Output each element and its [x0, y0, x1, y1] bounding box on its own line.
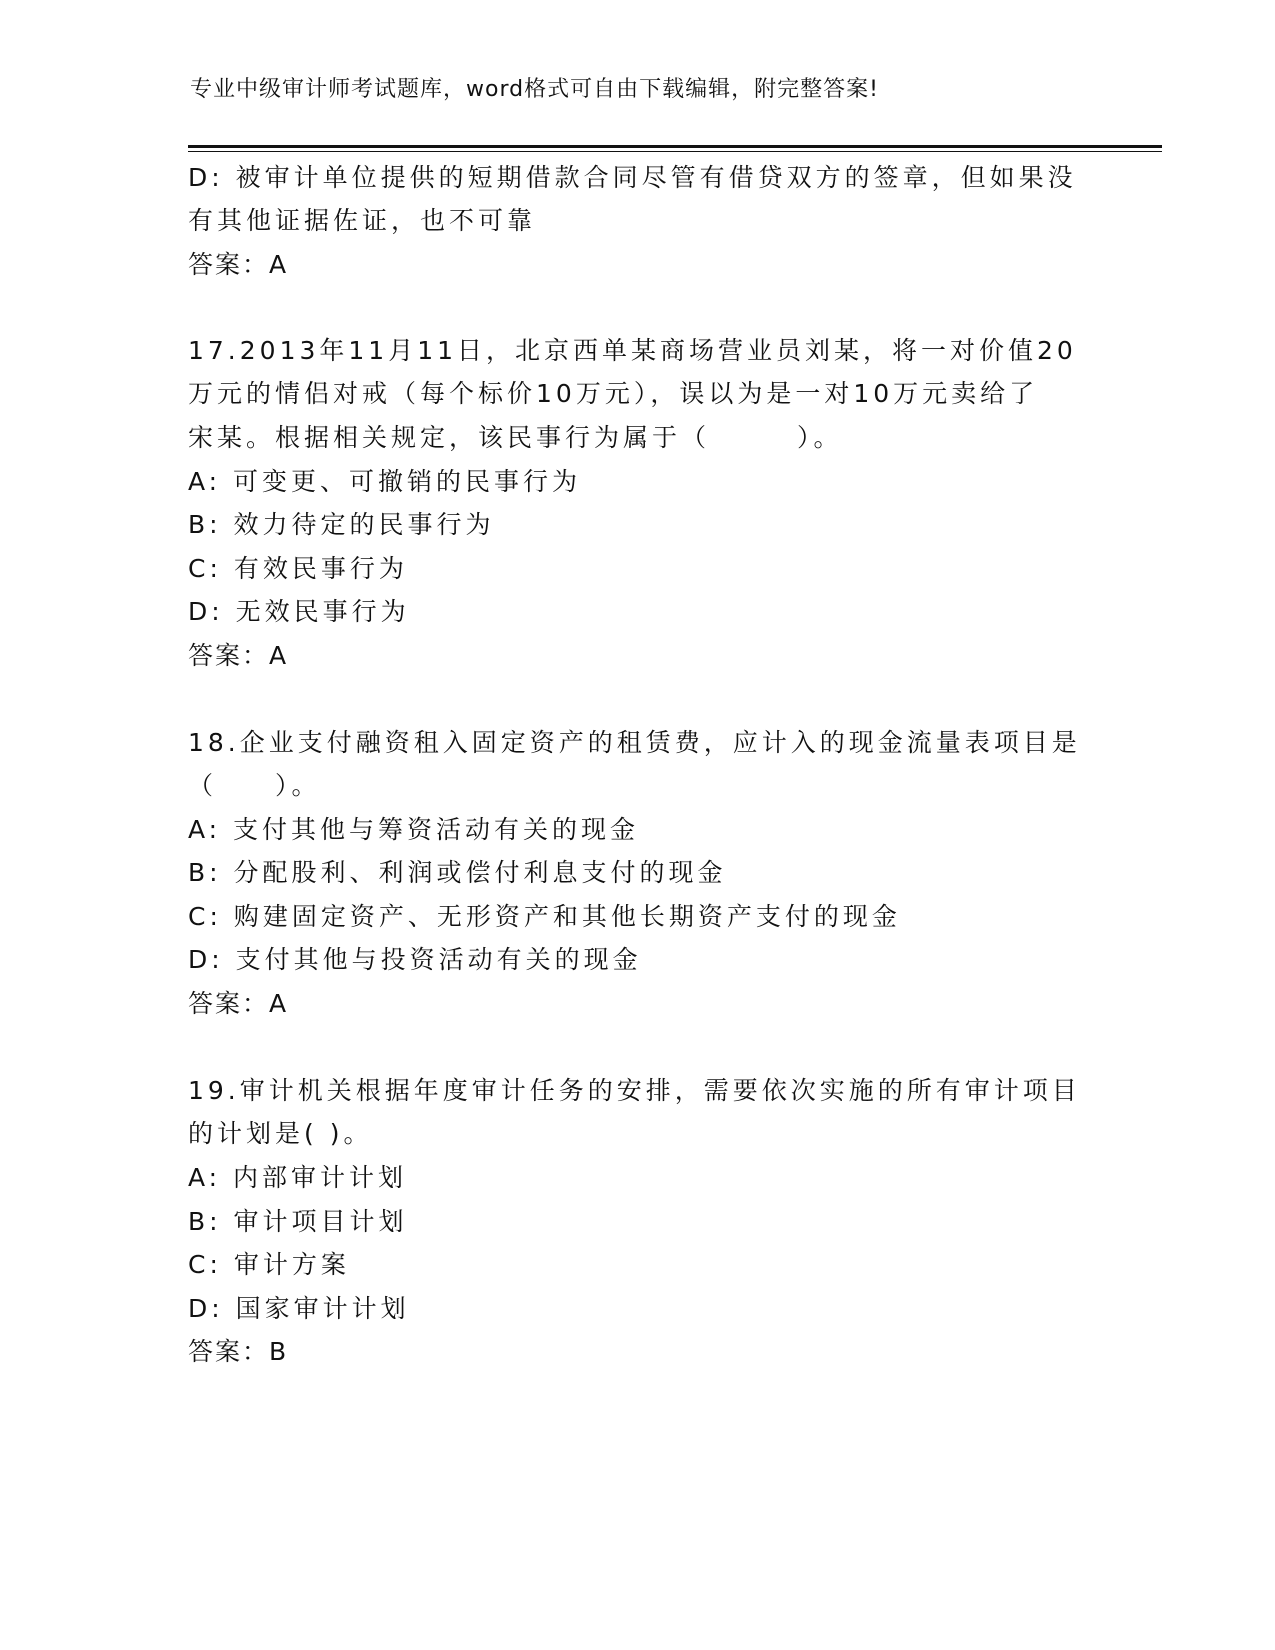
q17-option-a: A: 可变更、可撤销的民事行为	[188, 467, 582, 496]
q18-stem-line1: 18.企业支付融资租入固定资产的租赁费，应计入的现金流量表项目是	[188, 728, 1081, 757]
q19-option-a: A: 内部审计计划	[188, 1163, 408, 1192]
q17-option-d: D: 无效民事行为	[188, 597, 410, 626]
q18-option-a: A: 支付其他与筹资活动有关的现金	[188, 815, 640, 844]
q17-option-b: B: 效力待定的民事行为	[188, 510, 495, 539]
q18-option-d: D: 支付其他与投资活动有关的现金	[188, 945, 642, 974]
q18-option-b: B: 分配股利、利润或偿付利息支付的现金	[188, 858, 727, 887]
q17-option-c: C: 有效民事行为	[188, 554, 408, 583]
header-rule-thin	[188, 151, 1162, 152]
q18-answer: 答案：A	[188, 989, 289, 1018]
q19-option-b: B: 审计项目计划	[188, 1207, 408, 1236]
q19-option-c: C: 审计方案	[188, 1250, 350, 1279]
q19-answer: 答案：B	[188, 1337, 289, 1366]
q18-stem-line2: （ ）。	[188, 771, 321, 800]
q16-option-d-line2: 有其他证据佐证，也不可靠	[188, 206, 537, 235]
page-header: 专业中级审计师考试题库，word格式可自由下载编辑，附完整答案!	[190, 77, 879, 102]
q16-answer: 答案：A	[188, 250, 289, 279]
q16-option-d-line1: D: 被审计单位提供的短期借款合同尽管有借贷双方的签章，但如果没	[188, 163, 1077, 192]
q19-stem-line2: 的计划是( )。	[188, 1119, 373, 1148]
q18-option-c: C: 购建固定资产、无形资产和其他长期资产支付的现金	[188, 902, 901, 931]
q19-option-d: D: 国家审计计划	[188, 1294, 410, 1323]
q17-answer: 答案：A	[188, 641, 289, 670]
q17-stem-line1: 17.2013年11月11日，北京西单某商场营业员刘某，将一对价值20	[188, 336, 1077, 365]
q17-stem-line2: 万元的情侣对戒（每个标价10万元），误以为是一对10万元卖给了	[188, 379, 1039, 408]
header-rule-thick	[188, 145, 1162, 148]
q17-stem-line3: 宋某。根据相关规定，该民事行为属于（ ）。	[188, 423, 843, 452]
q19-stem-line1: 19.审计机关根据年度审计任务的安排，需要依次实施的所有审计项目	[188, 1076, 1081, 1105]
